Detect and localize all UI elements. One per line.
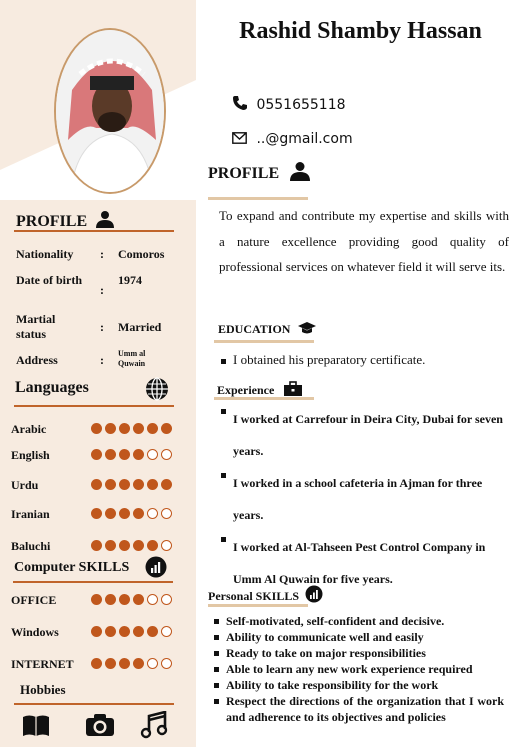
rating-dot-empty	[161, 540, 172, 551]
sidebar-profile-rule	[14, 230, 174, 232]
info-label: Martial status	[16, 312, 56, 341]
info-row-date-of-birth	[16, 273, 188, 305]
list-item: Self-motivated, self-confident and decisive.	[212, 613, 504, 629]
info-label: Nationality	[16, 247, 74, 261]
languages-heading	[15, 379, 89, 397]
rating-dot-filled	[105, 449, 116, 460]
info-value: Comoros	[118, 247, 165, 261]
experience-heading	[217, 381, 303, 398]
list-item: I worked at Carrefour in Deira City, Dubai for seven years.	[219, 403, 509, 467]
rating-dot-filled	[147, 540, 158, 551]
profile-summary: To expand and contribute my expertise and skills with a nature excellence providing good quality of professional services on whatever field it will serve its.	[219, 208, 509, 274]
rating-dot-filled	[133, 594, 144, 605]
rating-dot-filled	[91, 449, 102, 460]
list-item: Respect the directions of the organization that I work and adherence to its objectives and policies	[212, 693, 504, 725]
rating-dot-empty	[147, 449, 158, 460]
envelope-icon	[232, 131, 252, 147]
skill-label: Baluchi	[11, 539, 51, 553]
rating-dot-filled	[119, 449, 130, 460]
experience-list	[219, 403, 509, 595]
candidate-name: Rashid Shamby Hassan	[239, 18, 482, 44]
personal-skills-heading	[208, 585, 323, 604]
languages-rule	[14, 405, 174, 407]
briefcase-icon	[283, 381, 303, 397]
phone-row	[232, 95, 346, 113]
rating-dot-filled	[119, 594, 130, 605]
skill-rating-row	[11, 477, 183, 493]
rating-dot-filled	[133, 626, 144, 637]
skill-rating-row	[11, 447, 183, 463]
rating-dot-filled	[91, 658, 102, 669]
rating-dot-filled	[91, 508, 102, 519]
rating-dot-filled	[105, 508, 116, 519]
rating-dot-empty	[161, 594, 172, 605]
rating-dot-filled	[133, 479, 144, 490]
education-rule	[214, 340, 314, 343]
bar-chart-icon	[145, 556, 167, 583]
rating-dot-filled	[91, 540, 102, 551]
info-colon: :	[100, 283, 104, 297]
info-row-marital-status	[16, 312, 188, 344]
skill-label: Arabic	[11, 422, 47, 436]
personal-skills-list	[212, 613, 504, 725]
rating-dot-empty	[147, 594, 158, 605]
rating-dot-filled	[133, 658, 144, 669]
experience-title: Experience	[217, 383, 275, 397]
rating-dot-filled	[147, 626, 158, 637]
rating-dot-filled	[119, 540, 130, 551]
list-item: I worked at Al-Tahseen Pest Control Company in Umm Al Quwain for five years.	[219, 531, 509, 595]
info-value: Umm al Quwain	[118, 349, 146, 368]
skill-label: OFFICE	[11, 593, 57, 607]
rating-dot-filled	[161, 423, 172, 434]
bar-chart-icon	[305, 585, 323, 603]
globe-icon	[145, 377, 169, 406]
skill-rating-row	[11, 506, 183, 522]
rating-dot-filled	[105, 423, 116, 434]
info-colon: :	[100, 353, 104, 367]
info-colon: :	[100, 247, 104, 261]
rating-dot-empty	[161, 449, 172, 460]
main-profile-title: PROFILE	[208, 165, 280, 182]
languages-title: Languages	[15, 379, 89, 396]
rating-dot-filled	[133, 540, 144, 551]
rating-dot-filled	[147, 479, 158, 490]
camera-icon	[85, 713, 115, 742]
education-list	[219, 352, 425, 368]
main-profile-heading	[208, 161, 311, 183]
user-icon	[289, 161, 311, 181]
music-icon	[140, 711, 168, 744]
hobbies-heading	[20, 682, 66, 698]
rating-dot-filled	[91, 479, 102, 490]
phone-icon	[232, 95, 252, 113]
rating-dot-filled	[105, 540, 116, 551]
sidebar-profile-heading	[16, 210, 115, 231]
rating-dot-filled	[133, 508, 144, 519]
skill-label: Iranian	[11, 507, 50, 521]
hobbies-title: Hobbies	[20, 682, 66, 697]
computer-skills-rule	[13, 581, 173, 583]
rating-dot-filled	[133, 449, 144, 460]
list-item: I worked in a school cafeteria in Ajman for three years.	[219, 467, 509, 531]
skill-label: Windows	[11, 625, 59, 639]
rating-dot-filled	[133, 423, 144, 434]
personal-skills-title: Personal SKILLS	[208, 589, 300, 603]
computer-skills-title: Computer SKILLS	[14, 560, 130, 575]
hobbies-rule	[14, 703, 174, 705]
experience-rule	[214, 397, 314, 400]
skill-label: English	[11, 448, 50, 462]
list-item: Ability to take responsibility for the work	[212, 677, 504, 693]
list-item: Ability to communicate well and easily	[212, 629, 504, 645]
info-value: Married	[118, 320, 162, 334]
info-colon: :	[100, 320, 104, 334]
skill-label: INTERNET	[11, 657, 74, 671]
list-item: Ready to take on major responsibilities	[212, 645, 504, 661]
rating-dot-empty	[147, 508, 158, 519]
rating-dot-filled	[91, 626, 102, 637]
education-title: EDUCATION	[218, 322, 291, 336]
email-row	[232, 131, 353, 147]
list-item: I obtained his preparatory certificate.	[219, 352, 425, 368]
rating-dot-filled	[119, 626, 130, 637]
skill-rating-row	[11, 656, 183, 672]
skill-rating-row	[11, 592, 183, 608]
rating-dot-filled	[105, 479, 116, 490]
rating-dot-filled	[147, 423, 158, 434]
sidebar-profile-title: PROFILE	[16, 213, 88, 230]
rating-dot-filled	[91, 594, 102, 605]
phone-number: 0551655118	[256, 97, 346, 113]
education-heading	[218, 321, 317, 337]
list-item: Able to learn any new work experience required	[212, 661, 504, 677]
skill-label: Urdu	[11, 478, 39, 492]
rating-dot-filled	[119, 423, 130, 434]
info-row-address	[16, 349, 188, 373]
rating-dot-filled	[105, 594, 116, 605]
rating-dot-empty	[161, 658, 172, 669]
graduation-cap-icon	[297, 321, 317, 335]
rating-dot-filled	[119, 508, 130, 519]
skill-rating-row	[11, 624, 183, 640]
reading-icon	[22, 713, 50, 742]
user-icon	[95, 210, 115, 228]
rating-dot-filled	[119, 658, 130, 669]
personal-skills-rule	[208, 604, 308, 607]
rating-dot-filled	[105, 626, 116, 637]
main-profile-rule	[208, 197, 308, 200]
info-label: Date of birth	[16, 273, 82, 287]
rating-dot-empty	[161, 508, 172, 519]
profile-photo	[54, 28, 166, 194]
info-value: 1974	[118, 273, 142, 287]
computer-skills-heading	[14, 560, 129, 576]
email-address: ..@gmail.com	[256, 131, 353, 147]
rating-dot-filled	[161, 479, 172, 490]
skill-rating-row	[11, 538, 183, 554]
rating-dot-filled	[105, 658, 116, 669]
rating-dot-empty	[147, 658, 158, 669]
rating-dot-filled	[119, 479, 130, 490]
info-label: Address	[16, 353, 58, 367]
rating-dot-filled	[91, 423, 102, 434]
skill-rating-row	[11, 421, 183, 437]
rating-dot-empty	[161, 626, 172, 637]
